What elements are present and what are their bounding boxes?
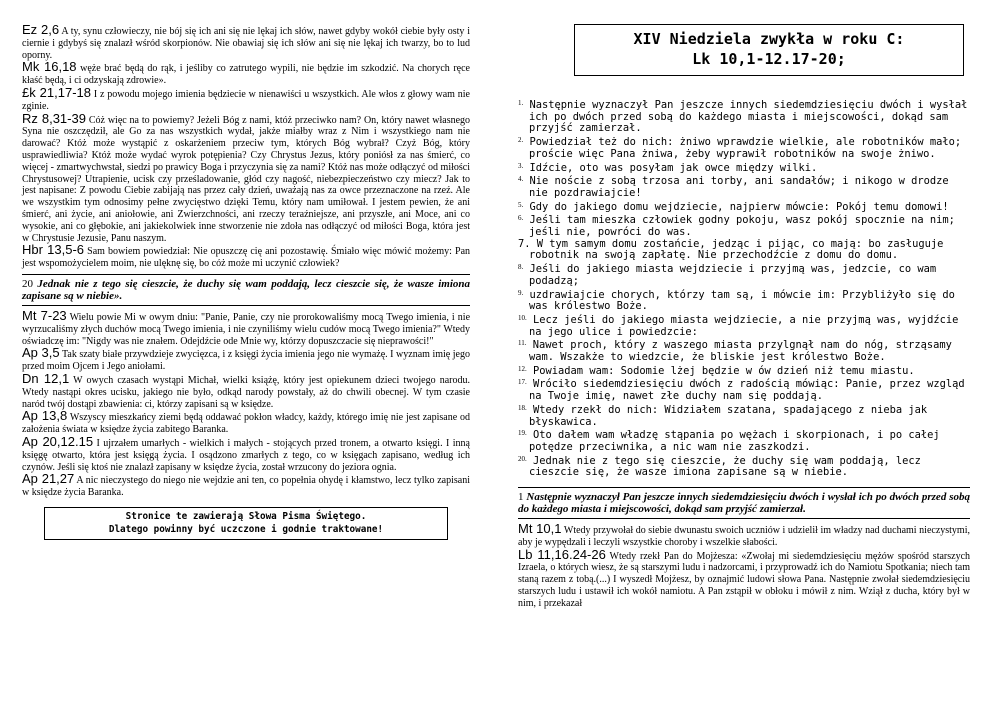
passage-text: A ty, synu człowieczy, nie bój się ich ani się nie lękaj ich słów, nawet gdyby wokół ciebie były osty i ciernie i gdybyś się znalazł wśród skorpionów. Nie obawiaj się ich słów ani się nie lękaj ich twarzy, bo to lud oporny. [22, 26, 470, 61]
verse-number: 9. [518, 288, 524, 297]
verse [518, 428, 970, 453]
passage-text: Wszyscy mieszkańcy ziemi będą oddawać pokłon władcy, każdy, którego imię nie jest zapisane od założenia świata w księdze życia zabitego Baranka. [22, 412, 470, 436]
verse-number: 12. [518, 364, 527, 373]
passage-text: Wtedy przywołał do siebie dwunastu swoich uczniów i udzielił im władzy nad duchami nieczystymi, aby je wypędzali i leczyli wszystkie choroby i wszelkie słabości. [518, 525, 970, 548]
passage-ref: Mt 7-23 [22, 307, 67, 323]
passage-text: węże brać będą do rąk, i jeśliby co zatrutego wypili, nie będzie im szkodzić. Na chorych ręce kłaść będą, i ci odzyskają zdrowie». [22, 63, 470, 87]
reverence-notice-line-1: Stronice te zawierają Słowa Pisma Świętego. [125, 510, 367, 522]
verse-text: Nawet proch, który z waszego miasta przylgnął nam do nóg, strząsamy wam. Wszakże to wiedzcie, że bliskie jest królestwo Boże. [529, 339, 952, 364]
reverence-notice-line-2: Dlatego powinny być uczczone i godnie traktowane! [108, 523, 384, 535]
verse [518, 213, 970, 238]
verse-number: 17. [518, 378, 527, 387]
verse-text: Następnie wyznaczył Pan jeszcze innych siedemdziesięciu dwóch i wysłał ich po dwóch przed sobą do każdego miasta i miejscowości, dokąd sam przyjść zamierzał. [529, 99, 968, 135]
passage-ref: Hbr 13,5-6 [22, 242, 85, 258]
key-verse-banner [22, 274, 470, 306]
verse-text: Jeśli do jakiego miasta wejdziecie i przyjmą was, jedzcie, co wam podadzą; [529, 263, 937, 287]
verse [518, 200, 970, 214]
verse [518, 364, 970, 378]
verse-number: 11. [518, 339, 527, 348]
verse-text: Gdy do jakiego domu wejdziecie, najpierw mówcie: Pokój temu domowi! [529, 200, 949, 213]
verse-text: uzdrawiajcie chorych, którzy tam są, i mówcie im: Przybliżyło się do was królestwo Boże. [529, 288, 955, 313]
reverence-notice [44, 507, 448, 540]
title-box [574, 24, 964, 76]
passage-ref: Lb 11,16.24-26 [518, 546, 606, 562]
passage-text: Wielu powie Mi w owym dniu: "Panie, Panie, czy nie prorokowaliśmy mocą Twego imienia, i nie wyrzucaliśmy złych duchów mocą Twego imienia, i nie czyniliśmy wielu cudów mocą Twego imienia?" Wtedy oświadczę im: "Nigdy was nie znałem. Odejdźcie ode Mnie wy, którzy dopuszczacie się nieprawości!" [22, 311, 471, 347]
passage [518, 546, 971, 610]
key-verse-text: Następnie wyznaczył Pan jeszcze innych siedemdziesięciu dwóch i wysłał ich po dwóch przed sobą do każdego miasta i miejscowości, dokąd sam przyjść zamierzał. [518, 491, 971, 516]
key-verse-banner [518, 487, 970, 519]
verse [518, 98, 970, 135]
passage-text: Cóż więc na to powiemy? Jeżeli Bóg z nami, któż przeciwko nam? On, który nawet własnego Syna nie oszczędził, ale Go za nas wszystkich wydał, jakże miałby wraz z Nim i wszystkiego nam nie darować? Któż może wystąpić z oskarżeniem przeciw tym, których Bóg wybrał? Czyż Bóg, który usprawiedliwia? Któż może wydać wyrok potępienia? Czy Chrystus Jezus, który poniósł za nas śmierć, co więcej - zmartwychwstał, siedzi po prawicy Boga i przyczynia się za nami? Któż nas może odłączyć od miłości Chrystusowej? Utrapienie, ucisk czy prześladowanie, głód czy nagość, niebezpieczeństwo czy miecz? Jak to jest napisane: Z powodu Ciebie zabijają nas przez cały dzień, uważają nas za owce przeznaczone na rzeź. Ale we wszystkim tym odnosimy pełne zwycięstwo dzięki Temu, który nam umiłował. I jestem pewien, że ani śmierć, ani życie, ani aniołowie, ani Zwierzchności, ani rzeczy teraźniejsze, ani przyszłe, ani Moce, ani co wysokie, ani co głębokie, ani jakiekolwiek inne stworzenie nie zdoła nas odłączyć od miłości Boga, która jest w Chrystusie Jezusie, Panu naszym. [22, 114, 471, 244]
passage [22, 307, 471, 347]
verse-text: Wtedy rzekł do nich: Widziałem szatana, spadającego z nieba jak błyskawica. [529, 403, 928, 428]
page-title: XIV Niedziela zwykła w roku C: [633, 30, 905, 48]
verse-text: 7. W tym samym domu zostańcie, jedząc i pijąc, co mają: bo zasługuje robotnik na swoją zapłatę. Nie przechodźcie z domu do domu. [518, 237, 944, 262]
verse [518, 377, 970, 402]
verse-text: Powiedział też do nich: żniwo wprawdzie wielkie, ale robotników mało; proście więc Pana żniwa, żeby wyprawił robotników na swoje żniwo. [529, 136, 962, 160]
passage [22, 24, 470, 61]
passage-ref: Ez 2,6 [22, 22, 60, 37]
passage-ref: Rz 8,31-39 [22, 110, 86, 126]
left-column [22, 24, 470, 540]
verse-number: 6. [518, 214, 524, 223]
verse [518, 161, 970, 175]
passage-text: A nic nieczystego do niego nie wejdzie ani ten, co popełnia ohydę i kłamstwo, lecz tylko zapisani w księdze życia Baranka. [22, 475, 470, 499]
passage [22, 370, 470, 410]
passage-ref: Ap 3,5 [22, 345, 60, 361]
key-verse-text: Jednak nie z tego się cieszcie, że duchy się wam poddają, lecz cieszcie się, że wasze imiona zapisane są w niebie». [22, 277, 470, 302]
passage [518, 523, 970, 549]
passage-text: I z powodu mojego imienia będziecie w nienawiści u wszystkich. Ale włos z głowy wam nie zginie. [22, 88, 470, 112]
passage-text: Sam bowiem powiedział: Nie opuszczę cię ani pozostawię. Śmiało więc mówić możemy: Pan jest wspomożycielem moim, nie ulęknę się, bo cóż może mi uczynić człowiek? [22, 246, 471, 270]
verse-text: Oto dałem wam władzę stąpania po wężach i skorpionach, i po całej potędze przeciwnika, a nic wam nie zaszkodzi. [529, 429, 940, 453]
passage [22, 244, 470, 270]
verse-number: 5. [518, 200, 524, 209]
verse [518, 403, 970, 428]
verse [518, 288, 970, 313]
right-column [518, 0, 970, 610]
verse-number: 18. [518, 403, 527, 412]
left-top-passages [22, 24, 470, 270]
gospel-verses [518, 98, 970, 479]
verse [518, 338, 970, 363]
verse-number: 4. [518, 175, 524, 184]
verse-text: Idźcie, oto was posyłam jak owce między wilki. [529, 161, 818, 174]
passage-ref: Dn 12,1 [22, 370, 70, 386]
passage [22, 61, 470, 87]
passage-ref: Ap 20,12.15 [22, 433, 94, 449]
key-verse-number: 20 [22, 277, 33, 290]
verse-text: Powiadam wam: Sodomie lżej będzie w ów dzień niż temu miastu. [533, 364, 915, 377]
passage [22, 473, 470, 499]
page-subtitle: Lk 10,1-12.17-20; [692, 50, 846, 68]
verse [518, 313, 970, 338]
passage [22, 433, 470, 473]
verse [518, 135, 970, 160]
key-verse-number: 1 [518, 491, 524, 504]
left-bottom-passages [22, 307, 471, 499]
passage-ref: Mk 16,18 [22, 59, 77, 75]
passage [22, 110, 471, 245]
verse [518, 454, 970, 479]
passage-text: I ujrzałem umarłych - wielkich i małych - stojących przed tronem, a otwarto księgi. I inną księgę otwarto, która jest księgą życia. I osądzono zmarłych z tego, co w księgach zapisano, według ich czynów. Jeśli się ktoś nie znalazł zapisany w księdze życia, został wrzucony do jeziora ognia. [22, 437, 470, 473]
verse-number: 8. [518, 263, 524, 272]
verse-text: Wróciło siedemdziesięciu dwóch z radością mówiąc: Panie, przez wzgląd na Twoje imię, nawet złe duchy nam się poddają. [529, 378, 965, 403]
verse-text: Nie noście z sobą trzosa ani torby, ani sandałów; i nikogo w drodze nie pozdrawiajcie! [529, 175, 949, 199]
verse-number: 10. [518, 313, 527, 322]
passage [22, 410, 470, 436]
passage [22, 84, 470, 113]
verse [518, 262, 970, 287]
verse-text: Jednak nie z tego się cieszcie, że duchy się wam poddają, lecz cieszcie się, że wasze imiona zapisane są w niebie. [529, 454, 921, 479]
passage-text: Tak szaty białe przywdzieje zwycięzca, i z księgi życia imienia jego nie wymażę. I wyznam imię jego przed moim Ojcem i Jego aniołami. [22, 349, 470, 373]
passage [22, 347, 470, 373]
passage-text: W owych czasach wystąpi Michał, wielki książę, który jest opiekunem dzieci twojego narodu. Wtedy nastąpi okres ucisku, jakiego nie było, odkąd narody powstały, aż do chwili obecnej. W tym czasie naród twój dostąpi zbawienia: ci, którzy zapisani są w księdze. [22, 374, 470, 410]
right-bottom-passages [518, 523, 970, 610]
verse-number: 2. [518, 136, 524, 145]
verse [518, 239, 970, 262]
passage-ref: £k 21,17-18 [22, 84, 92, 100]
verse-text: Jeśli tam mieszka człowiek godny pokoju, wasz pokój spocznie na nim; jeśli nie, powróci do was. [529, 214, 955, 239]
passage-ref: Ap 13,8 [22, 408, 68, 424]
passage-ref: Mt 10,1 [518, 521, 562, 537]
verse [518, 174, 970, 199]
verse-number: 1. [518, 99, 524, 107]
passage-ref: Ap 21,27 [22, 471, 75, 487]
verse-number: 19. [518, 429, 527, 438]
verse-number: 20. [518, 454, 527, 463]
verse-text: Lecz jeśli do jakiego miasta wejdziecie, a nie przyjmą was, wyjdźcie na jego ulice i powiedzcie: [529, 313, 959, 338]
passage-text: Wtedy rzekł Pan do Mojżesza: «Zwołaj mi siedemdziesięciu mężów spośród starszych Izraela, o których wiesz, że są starszymi ludu i nadzorcami, i przyprowadź ich do Namiotu Spotkania; niech tam staną razem z tobą.(...) I wyszedł Mojżesz, by oznajmić ludowi słowa Pana. Następnie zwołał siedemdziesięciu starszych ludu i ustawił ich wokół namiotu. A Pan zstąpił w obłoku i mówił z nim. Wziął z ducha, który był w nim, i przekazał [518, 550, 971, 609]
verse-number: 3. [518, 161, 524, 170]
